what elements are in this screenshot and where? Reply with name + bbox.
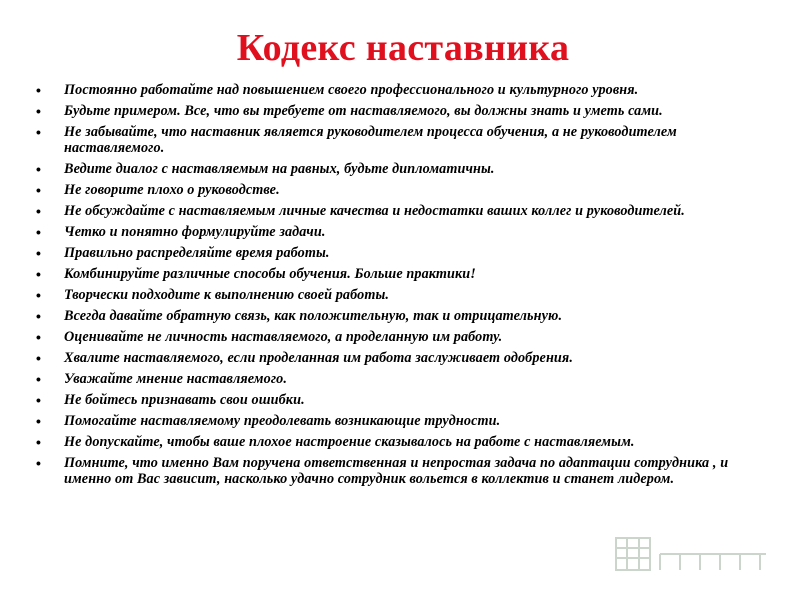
list-item	[36, 103, 770, 119]
list-item-text: Ведите диалог с наставляемым на равных, будьте дипломатичны.	[64, 161, 495, 177]
bullet-icon: •	[36, 371, 42, 387]
list-item-text: Не допускайте, чтобы ваше плохое настроение сказывалось на работе с наставляемым.	[64, 434, 635, 450]
list-item-text: Будьте примером. Все, что вы требуете от наставляемого, вы должны знать и уметь сами.	[64, 103, 663, 119]
building-watermark-icon	[610, 524, 770, 574]
list-item-text: Постоянно работайте над повышением своего профессионального и культурного уровня.	[64, 82, 639, 98]
bullet-icon: •	[36, 392, 42, 408]
list-item-text: Не забывайте, что наставник является руководителем процесса обучения, а не руководителем наставляемого.	[64, 124, 677, 156]
list-item-text: Оценивайте не личность наставляемого, а проделанную им работу.	[64, 329, 503, 345]
list-item-text: Правильно распределяйте время работы.	[64, 245, 330, 261]
list-item	[36, 245, 770, 261]
rules-list	[36, 82, 770, 487]
list-item	[36, 371, 770, 387]
bullet-icon: •	[36, 434, 42, 450]
bullet-icon: •	[36, 266, 42, 282]
bullet-icon: •	[36, 203, 42, 219]
list-item	[36, 308, 770, 324]
list-item	[36, 124, 770, 156]
list-item	[36, 224, 770, 240]
bullet-icon: •	[36, 413, 42, 429]
list-item	[36, 266, 770, 282]
list-item-text: Хвалите наставляемого, если проделанная им работа заслуживает одобрения.	[64, 350, 573, 366]
list-item-text: Не говорите плохо о руководстве.	[64, 182, 280, 198]
list-item-text: Творчески подходите к выполнению своей работы.	[64, 287, 390, 303]
list-item-text: Всегда давайте обратную связь, как положительную, так и отрицательную.	[64, 308, 563, 324]
bullet-icon: •	[36, 124, 42, 140]
list-item	[36, 413, 770, 429]
bullet-icon: •	[36, 82, 42, 98]
list-item	[36, 455, 770, 487]
list-item-text: Не бойтесь признавать свои ошибки.	[64, 392, 305, 408]
bullet-icon: •	[36, 308, 42, 324]
list-item-text: Комбинируйте различные способы обучения. Больше практики!	[64, 266, 476, 282]
list-item	[36, 161, 770, 177]
list-item	[36, 350, 770, 366]
list-item-text: Помните, что именно Вам поручена ответственная и непростая задача по адаптации сотрудника , и именно от Вас зависит, насколько удачно сотрудник вольется в коллектив и станет лидером.	[64, 455, 729, 487]
page-title: Кодекс наставника	[236, 27, 570, 69]
list-item-text: Уважайте мнение наставляемого.	[64, 371, 288, 387]
list-item-text: Четко и понятно формулируйте задачи.	[64, 224, 326, 240]
bullet-icon: •	[36, 287, 42, 303]
list-item	[36, 392, 770, 408]
bullet-icon: •	[36, 245, 42, 261]
list-item	[36, 329, 770, 345]
list-item	[36, 287, 770, 303]
list-item-text: Помогайте наставляемому преодолевать возникающие трудности.	[64, 413, 501, 429]
bullet-icon: •	[36, 455, 42, 471]
bullet-icon: •	[36, 350, 42, 366]
list-item	[36, 82, 770, 98]
bullet-icon: •	[36, 224, 42, 240]
list-item-text: Не обсуждайте с наставляемым личные качества и недостатки ваших коллег и руководителей.	[64, 203, 685, 219]
bullet-icon: •	[36, 329, 42, 345]
bullet-icon: •	[36, 161, 42, 177]
bullet-icon: •	[36, 103, 42, 119]
list-item	[36, 182, 770, 198]
list-item	[36, 434, 770, 450]
bullet-icon: •	[36, 182, 42, 198]
list-item	[36, 203, 770, 219]
